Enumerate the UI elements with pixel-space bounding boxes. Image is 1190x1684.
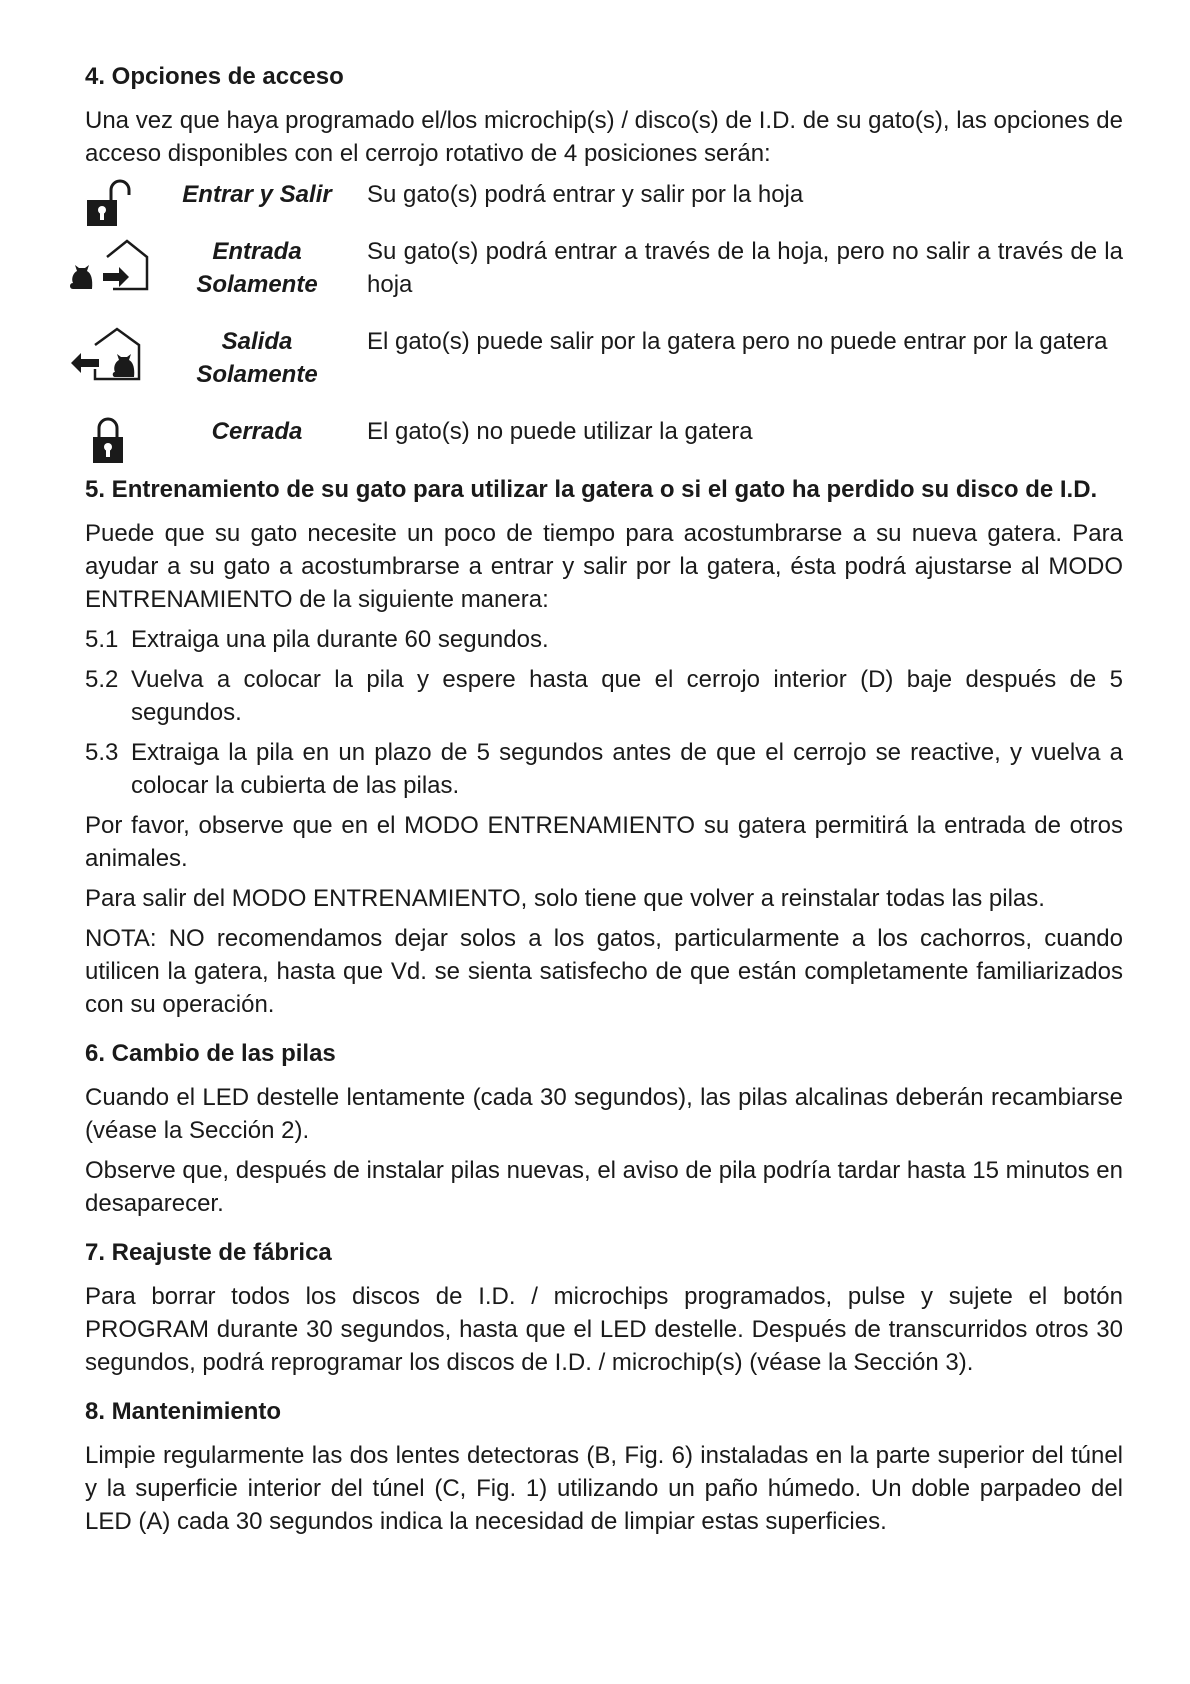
option-label-line: Solamente	[196, 361, 318, 388]
training-steps-list	[85, 623, 1123, 802]
section-5-title: 5. Entrenamiento de su gato para utilizar la gatera o si el gato ha perdido su disco de I.D.	[85, 476, 1098, 503]
cat-exiting-house-icon	[65, 325, 150, 381]
option-description: Su gato(s) podrá entrar y salir por la hoja	[367, 181, 804, 208]
step-text: Vuelva a colocar la pila y espere hasta que el cerrojo interior (D) baje después de 5 segundos.	[131, 666, 1123, 726]
option-label-line: Solamente	[196, 271, 318, 298]
option-label-line: Cerrada	[211, 418, 303, 445]
section-5-note-3: NOTA: NO recomendamos dejar solos a los gatos, particularmente a los cachorros, cuando utilicen la gatera, hasta que Vd. se sienta satisfecho de que están completamente familiarizados con su operación.	[85, 925, 1123, 1018]
option-description: Su gato(s) podrá entrar a través de la hoja, pero no salir a través de la hoja	[367, 238, 1123, 298]
list-item	[85, 736, 1123, 802]
section-6-title: 6. Cambio de las pilas	[85, 1040, 336, 1067]
locked-padlock-icon	[65, 415, 150, 465]
section-8-title: 8. Mantenimiento	[85, 1398, 282, 1425]
access-option-entry-only	[85, 235, 1123, 325]
section-4-title: 4. Opciones de acceso	[85, 63, 344, 90]
unlocked-padlock-icon	[65, 178, 150, 228]
list-item	[85, 663, 1123, 729]
cat-entering-house-icon	[65, 235, 150, 291]
list-item	[85, 623, 1123, 656]
document-page	[85, 62, 1123, 1545]
section-4-intro: Una vez que haya programado el/los microchip(s) / disco(s) de I.D. de su gato(s), las opciones de acceso disponibles con el cerrojo rotativo de 4 posiciones serán:	[85, 107, 1123, 167]
option-label-line: Entrada	[212, 238, 302, 265]
section-7-paragraph-1: Para borrar todos los discos de I.D. / microchips programados, pulse y sujete el botón PROGRAM durante 30 segundos, hasta que el LED destelle. Después de transcurridos otros 30 segundos, podrá reprogramar los discos de I.D. / microchip(s) (véase la Sección 3).	[85, 1283, 1123, 1376]
access-option-closed	[85, 415, 1123, 467]
option-description: El gato(s) no puede utilizar la gatera	[367, 418, 753, 445]
step-number: 5.3	[85, 739, 119, 766]
section-5-intro: Puede que su gato necesite un poco de tiempo para acostumbrarse a su nueva gatera. Para ayudar a su gato a acostumbrarse a entrar y salir por la gatera, ésta podrá ajustarse al MODO ENTRENAMIENTO de la siguiente manera:	[85, 520, 1123, 613]
section-7-title: 7. Reajuste de fábrica	[85, 1239, 332, 1266]
option-label-line: Salida	[221, 328, 293, 355]
step-number: 5.1	[85, 626, 119, 653]
section-5-note-1: Por favor, observe que en el MODO ENTRENAMIENTO su gatera permitirá la entrada de otros animales.	[85, 812, 1123, 872]
access-option-exit-only	[85, 325, 1123, 415]
step-text: Extraiga una pila durante 60 segundos.	[131, 626, 549, 653]
section-6-paragraph-1: Cuando el LED destelle lentamente (cada 30 segundos), las pilas alcalinas deberán recambiarse (véase la Sección 2).	[85, 1084, 1123, 1144]
section-6-paragraph-2: Observe que, después de instalar pilas nuevas, el aviso de pila podría tardar hasta 15 minutos en desaparecer.	[85, 1157, 1123, 1217]
access-option-enter-exit	[85, 178, 1123, 235]
option-label-line: Entrar y Salir	[182, 181, 332, 208]
section-8-paragraph-1: Limpie regularmente las dos lentes detectoras (B, Fig. 6) instaladas en la parte superior del túnel y la superficie interior del túnel (C, Fig. 1) utilizando un paño húmedo. Un doble parpadeo del LED (A) cada 30 segundos indica la necesidad de limpiar estas superficies.	[85, 1442, 1123, 1535]
option-description: El gato(s) puede salir por la gatera pero no puede entrar por la gatera	[367, 328, 1108, 355]
step-text: Extraiga la pila en un plazo de 5 segundos antes de que el cerrojo se reactive, y vuelva a colocar la cubierta de las pilas.	[131, 739, 1123, 799]
section-5-note-2: Para salir del MODO ENTRENAMIENTO, solo tiene que volver a reinstalar todas las pilas.	[85, 885, 1045, 912]
access-options-list	[85, 178, 1123, 467]
step-number: 5.2	[85, 666, 119, 693]
